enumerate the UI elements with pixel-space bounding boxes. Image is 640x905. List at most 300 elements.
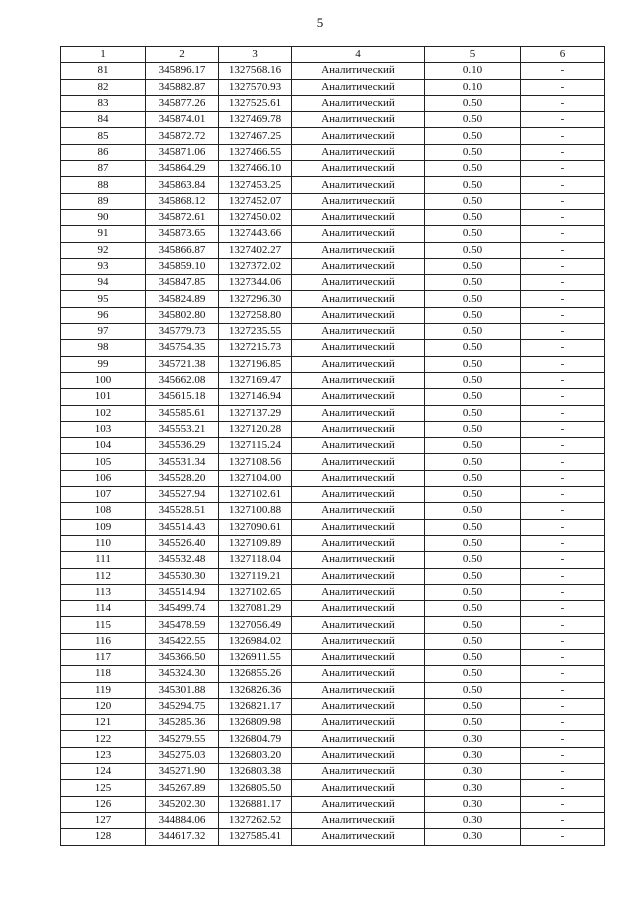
note-cell: - bbox=[521, 389, 605, 405]
y-coordinate-cell: 1327081.29 bbox=[219, 601, 292, 617]
x-coordinate-cell: 345324.30 bbox=[146, 666, 219, 682]
y-coordinate-cell: 1326803.38 bbox=[219, 764, 292, 780]
y-coordinate-cell: 1327258.80 bbox=[219, 307, 292, 323]
note-cell: - bbox=[521, 275, 605, 291]
point-number-cell: 87 bbox=[61, 161, 146, 177]
method-cell: Аналитический bbox=[292, 340, 425, 356]
x-coordinate-cell: 345285.36 bbox=[146, 715, 219, 731]
point-number-cell: 106 bbox=[61, 470, 146, 486]
point-number-cell: 84 bbox=[61, 112, 146, 128]
table-row bbox=[61, 95, 605, 111]
point-number-cell: 91 bbox=[61, 226, 146, 242]
y-coordinate-cell: 1327115.24 bbox=[219, 438, 292, 454]
note-cell: - bbox=[521, 584, 605, 600]
accuracy-cell: 0.50 bbox=[425, 503, 521, 519]
accuracy-cell: 0.50 bbox=[425, 601, 521, 617]
x-coordinate-cell: 345499.74 bbox=[146, 601, 219, 617]
page-number: 5 bbox=[316, 15, 324, 30]
point-number-cell: 99 bbox=[61, 356, 146, 372]
method-cell: Аналитический bbox=[292, 535, 425, 551]
x-coordinate-cell: 345527.94 bbox=[146, 487, 219, 503]
method-cell: Аналитический bbox=[292, 258, 425, 274]
accuracy-cell: 0.30 bbox=[425, 812, 521, 828]
point-number-cell: 117 bbox=[61, 649, 146, 665]
method-cell: Аналитический bbox=[292, 242, 425, 258]
method-cell: Аналитический bbox=[292, 731, 425, 747]
accuracy-cell: 0.50 bbox=[425, 584, 521, 600]
accuracy-cell: 0.50 bbox=[425, 340, 521, 356]
point-number-cell: 103 bbox=[61, 421, 146, 437]
accuracy-cell: 0.50 bbox=[425, 487, 521, 503]
y-coordinate-cell: 1326803.20 bbox=[219, 747, 292, 763]
accuracy-cell: 0.50 bbox=[425, 95, 521, 111]
point-number-cell: 121 bbox=[61, 715, 146, 731]
table-row bbox=[61, 487, 605, 503]
header-row bbox=[61, 47, 605, 63]
y-coordinate-cell: 1327196.85 bbox=[219, 356, 292, 372]
y-coordinate-cell: 1327568.16 bbox=[219, 63, 292, 79]
table-row bbox=[61, 177, 605, 193]
point-number-cell: 109 bbox=[61, 519, 146, 535]
note-cell: - bbox=[521, 63, 605, 79]
accuracy-cell: 0.50 bbox=[425, 128, 521, 144]
accuracy-cell: 0.50 bbox=[425, 438, 521, 454]
table-row bbox=[61, 209, 605, 225]
method-cell: Аналитический bbox=[292, 421, 425, 437]
method-cell: Аналитический bbox=[292, 633, 425, 649]
method-cell: Аналитический bbox=[292, 780, 425, 796]
note-cell: - bbox=[521, 291, 605, 307]
y-coordinate-cell: 1327169.47 bbox=[219, 372, 292, 388]
note-cell: - bbox=[521, 128, 605, 144]
table-row bbox=[61, 617, 605, 633]
y-coordinate-cell: 1327262.52 bbox=[219, 812, 292, 828]
point-number-cell: 127 bbox=[61, 812, 146, 828]
table-header bbox=[61, 47, 605, 63]
y-coordinate-cell: 1327453.25 bbox=[219, 177, 292, 193]
y-coordinate-cell: 1326805.50 bbox=[219, 780, 292, 796]
x-coordinate-cell: 345275.03 bbox=[146, 747, 219, 763]
note-cell: - bbox=[521, 454, 605, 470]
method-cell: Аналитический bbox=[292, 812, 425, 828]
y-coordinate-cell: 1327450.02 bbox=[219, 209, 292, 225]
accuracy-cell: 0.50 bbox=[425, 698, 521, 714]
note-cell: - bbox=[521, 552, 605, 568]
point-number-cell: 128 bbox=[61, 829, 146, 845]
point-number-cell: 126 bbox=[61, 796, 146, 812]
table-row bbox=[61, 324, 605, 340]
column-header: 2 bbox=[146, 47, 219, 63]
y-coordinate-cell: 1327466.55 bbox=[219, 144, 292, 160]
accuracy-cell: 0.50 bbox=[425, 715, 521, 731]
accuracy-cell: 0.50 bbox=[425, 519, 521, 535]
column-header: 5 bbox=[425, 47, 521, 63]
table-row bbox=[61, 470, 605, 486]
x-coordinate-cell: 345531.34 bbox=[146, 454, 219, 470]
accuracy-cell: 0.50 bbox=[425, 161, 521, 177]
note-cell: - bbox=[521, 112, 605, 128]
point-number-cell: 104 bbox=[61, 438, 146, 454]
point-number-cell: 119 bbox=[61, 682, 146, 698]
method-cell: Аналитический bbox=[292, 666, 425, 682]
method-cell: Аналитический bbox=[292, 161, 425, 177]
method-cell: Аналитический bbox=[292, 519, 425, 535]
accuracy-cell: 0.30 bbox=[425, 796, 521, 812]
note-cell: - bbox=[521, 503, 605, 519]
x-coordinate-cell: 345847.85 bbox=[146, 275, 219, 291]
point-number-cell: 114 bbox=[61, 601, 146, 617]
x-coordinate-cell: 345721.38 bbox=[146, 356, 219, 372]
accuracy-cell: 0.50 bbox=[425, 421, 521, 437]
x-coordinate-cell: 345532.48 bbox=[146, 552, 219, 568]
note-cell: - bbox=[521, 747, 605, 763]
x-coordinate-cell: 344617.32 bbox=[146, 829, 219, 845]
x-coordinate-cell: 345530.30 bbox=[146, 568, 219, 584]
table-row bbox=[61, 633, 605, 649]
note-cell: - bbox=[521, 617, 605, 633]
x-coordinate-cell: 345868.12 bbox=[146, 193, 219, 209]
y-coordinate-cell: 1326881.17 bbox=[219, 796, 292, 812]
y-coordinate-cell: 1327108.56 bbox=[219, 454, 292, 470]
method-cell: Аналитический bbox=[292, 209, 425, 225]
point-number-cell: 107 bbox=[61, 487, 146, 503]
y-coordinate-cell: 1327104.00 bbox=[219, 470, 292, 486]
y-coordinate-cell: 1327469.78 bbox=[219, 112, 292, 128]
accuracy-cell: 0.50 bbox=[425, 258, 521, 274]
table-row bbox=[61, 63, 605, 79]
column-header: 6 bbox=[521, 47, 605, 63]
accuracy-cell: 0.50 bbox=[425, 568, 521, 584]
table-row bbox=[61, 519, 605, 535]
table-row bbox=[61, 764, 605, 780]
table-row bbox=[61, 372, 605, 388]
table-row bbox=[61, 829, 605, 845]
method-cell: Аналитический bbox=[292, 128, 425, 144]
table-row bbox=[61, 144, 605, 160]
note-cell: - bbox=[521, 682, 605, 698]
note-cell: - bbox=[521, 372, 605, 388]
method-cell: Аналитический bbox=[292, 389, 425, 405]
point-number-cell: 118 bbox=[61, 666, 146, 682]
accuracy-cell: 0.30 bbox=[425, 764, 521, 780]
note-cell: - bbox=[521, 535, 605, 551]
table-row bbox=[61, 307, 605, 323]
table-row bbox=[61, 356, 605, 372]
note-cell: - bbox=[521, 144, 605, 160]
method-cell: Аналитический bbox=[292, 715, 425, 731]
x-coordinate-cell: 345874.01 bbox=[146, 112, 219, 128]
table-row bbox=[61, 258, 605, 274]
note-cell: - bbox=[521, 79, 605, 95]
table-row bbox=[61, 128, 605, 144]
method-cell: Аналитический bbox=[292, 682, 425, 698]
accuracy-cell: 0.50 bbox=[425, 291, 521, 307]
method-cell: Аналитический bbox=[292, 698, 425, 714]
note-cell: - bbox=[521, 633, 605, 649]
accuracy-cell: 0.50 bbox=[425, 324, 521, 340]
x-coordinate-cell: 345267.89 bbox=[146, 780, 219, 796]
note-cell: - bbox=[521, 177, 605, 193]
table-row bbox=[61, 112, 605, 128]
point-number-cell: 100 bbox=[61, 372, 146, 388]
note-cell: - bbox=[521, 209, 605, 225]
x-coordinate-cell: 345294.75 bbox=[146, 698, 219, 714]
x-coordinate-cell: 345779.73 bbox=[146, 324, 219, 340]
note-cell: - bbox=[521, 487, 605, 503]
y-coordinate-cell: 1327102.61 bbox=[219, 487, 292, 503]
accuracy-cell: 0.50 bbox=[425, 649, 521, 665]
coordinates-table-container bbox=[60, 46, 604, 846]
table-row bbox=[61, 275, 605, 291]
method-cell: Аналитический bbox=[292, 291, 425, 307]
y-coordinate-cell: 1327119.21 bbox=[219, 568, 292, 584]
y-coordinate-cell: 1327235.55 bbox=[219, 324, 292, 340]
y-coordinate-cell: 1326809.98 bbox=[219, 715, 292, 731]
table-row bbox=[61, 731, 605, 747]
point-number-cell: 115 bbox=[61, 617, 146, 633]
table-row bbox=[61, 649, 605, 665]
x-coordinate-cell: 345514.43 bbox=[146, 519, 219, 535]
point-number-cell: 88 bbox=[61, 177, 146, 193]
y-coordinate-cell: 1327118.04 bbox=[219, 552, 292, 568]
accuracy-cell: 0.50 bbox=[425, 552, 521, 568]
point-number-cell: 95 bbox=[61, 291, 146, 307]
point-number-cell: 105 bbox=[61, 454, 146, 470]
x-coordinate-cell: 345873.65 bbox=[146, 226, 219, 242]
y-coordinate-cell: 1327570.93 bbox=[219, 79, 292, 95]
method-cell: Аналитический bbox=[292, 405, 425, 421]
point-number-cell: 89 bbox=[61, 193, 146, 209]
note-cell: - bbox=[521, 324, 605, 340]
x-coordinate-cell: 345478.59 bbox=[146, 617, 219, 633]
table-row bbox=[61, 780, 605, 796]
table-row bbox=[61, 405, 605, 421]
y-coordinate-cell: 1327100.88 bbox=[219, 503, 292, 519]
accuracy-cell: 0.50 bbox=[425, 112, 521, 128]
note-cell: - bbox=[521, 780, 605, 796]
accuracy-cell: 0.50 bbox=[425, 535, 521, 551]
accuracy-cell: 0.50 bbox=[425, 682, 521, 698]
table-body bbox=[61, 63, 605, 845]
note-cell: - bbox=[521, 161, 605, 177]
method-cell: Аналитический bbox=[292, 568, 425, 584]
y-coordinate-cell: 1327585.41 bbox=[219, 829, 292, 845]
method-cell: Аналитический bbox=[292, 324, 425, 340]
accuracy-cell: 0.30 bbox=[425, 829, 521, 845]
point-number-cell: 113 bbox=[61, 584, 146, 600]
x-coordinate-cell: 345528.20 bbox=[146, 470, 219, 486]
accuracy-cell: 0.10 bbox=[425, 63, 521, 79]
accuracy-cell: 0.50 bbox=[425, 226, 521, 242]
note-cell: - bbox=[521, 438, 605, 454]
x-coordinate-cell: 345553.21 bbox=[146, 421, 219, 437]
x-coordinate-cell: 345877.26 bbox=[146, 95, 219, 111]
accuracy-cell: 0.50 bbox=[425, 389, 521, 405]
note-cell: - bbox=[521, 829, 605, 845]
note-cell: - bbox=[521, 258, 605, 274]
point-number-cell: 82 bbox=[61, 79, 146, 95]
accuracy-cell: 0.50 bbox=[425, 209, 521, 225]
note-cell: - bbox=[521, 307, 605, 323]
point-number-cell: 94 bbox=[61, 275, 146, 291]
table-row bbox=[61, 682, 605, 698]
column-header: 3 bbox=[219, 47, 292, 63]
point-number-cell: 83 bbox=[61, 95, 146, 111]
method-cell: Аналитический bbox=[292, 372, 425, 388]
point-number-cell: 96 bbox=[61, 307, 146, 323]
method-cell: Аналитический bbox=[292, 487, 425, 503]
method-cell: Аналитический bbox=[292, 193, 425, 209]
method-cell: Аналитический bbox=[292, 226, 425, 242]
y-coordinate-cell: 1326911.55 bbox=[219, 649, 292, 665]
table-row bbox=[61, 812, 605, 828]
accuracy-cell: 0.50 bbox=[425, 177, 521, 193]
accuracy-cell: 0.30 bbox=[425, 731, 521, 747]
method-cell: Аналитический bbox=[292, 747, 425, 763]
x-coordinate-cell: 345872.61 bbox=[146, 209, 219, 225]
x-coordinate-cell: 345514.94 bbox=[146, 584, 219, 600]
method-cell: Аналитический bbox=[292, 829, 425, 845]
table-row bbox=[61, 601, 605, 617]
note-cell: - bbox=[521, 340, 605, 356]
method-cell: Аналитический bbox=[292, 454, 425, 470]
method-cell: Аналитический bbox=[292, 79, 425, 95]
y-coordinate-cell: 1327056.49 bbox=[219, 617, 292, 633]
y-coordinate-cell: 1327402.27 bbox=[219, 242, 292, 258]
point-number-cell: 120 bbox=[61, 698, 146, 714]
table-row bbox=[61, 698, 605, 714]
accuracy-cell: 0.50 bbox=[425, 405, 521, 421]
method-cell: Аналитический bbox=[292, 552, 425, 568]
note-cell: - bbox=[521, 715, 605, 731]
y-coordinate-cell: 1327120.28 bbox=[219, 421, 292, 437]
point-number-cell: 112 bbox=[61, 568, 146, 584]
x-coordinate-cell: 345301.88 bbox=[146, 682, 219, 698]
y-coordinate-cell: 1327109.89 bbox=[219, 535, 292, 551]
accuracy-cell: 0.50 bbox=[425, 372, 521, 388]
y-coordinate-cell: 1327452.07 bbox=[219, 193, 292, 209]
x-coordinate-cell: 345526.40 bbox=[146, 535, 219, 551]
table-row bbox=[61, 193, 605, 209]
y-coordinate-cell: 1327467.25 bbox=[219, 128, 292, 144]
x-coordinate-cell: 345422.55 bbox=[146, 633, 219, 649]
y-coordinate-cell: 1327372.02 bbox=[219, 258, 292, 274]
table-row bbox=[61, 226, 605, 242]
note-cell: - bbox=[521, 731, 605, 747]
column-header: 1 bbox=[61, 47, 146, 63]
method-cell: Аналитический bbox=[292, 112, 425, 128]
x-coordinate-cell: 345366.50 bbox=[146, 649, 219, 665]
note-cell: - bbox=[521, 226, 605, 242]
note-cell: - bbox=[521, 519, 605, 535]
y-coordinate-cell: 1327344.06 bbox=[219, 275, 292, 291]
table-row bbox=[61, 454, 605, 470]
note-cell: - bbox=[521, 405, 605, 421]
note-cell: - bbox=[521, 470, 605, 486]
accuracy-cell: 0.50 bbox=[425, 470, 521, 486]
table-row bbox=[61, 584, 605, 600]
accuracy-cell: 0.50 bbox=[425, 144, 521, 160]
method-cell: Аналитический bbox=[292, 764, 425, 780]
note-cell: - bbox=[521, 242, 605, 258]
table-row bbox=[61, 535, 605, 551]
y-coordinate-cell: 1327466.10 bbox=[219, 161, 292, 177]
x-coordinate-cell: 345872.72 bbox=[146, 128, 219, 144]
accuracy-cell: 0.50 bbox=[425, 633, 521, 649]
method-cell: Аналитический bbox=[292, 649, 425, 665]
note-cell: - bbox=[521, 95, 605, 111]
note-cell: - bbox=[521, 568, 605, 584]
x-coordinate-cell: 345866.87 bbox=[146, 242, 219, 258]
x-coordinate-cell: 345271.90 bbox=[146, 764, 219, 780]
x-coordinate-cell: 345662.08 bbox=[146, 372, 219, 388]
x-coordinate-cell: 344884.06 bbox=[146, 812, 219, 828]
point-number-cell: 90 bbox=[61, 209, 146, 225]
x-coordinate-cell: 345585.61 bbox=[146, 405, 219, 421]
x-coordinate-cell: 345202.30 bbox=[146, 796, 219, 812]
table-row bbox=[61, 715, 605, 731]
x-coordinate-cell: 345802.80 bbox=[146, 307, 219, 323]
point-number-cell: 81 bbox=[61, 63, 146, 79]
method-cell: Аналитический bbox=[292, 177, 425, 193]
y-coordinate-cell: 1327443.66 bbox=[219, 226, 292, 242]
method-cell: Аналитический bbox=[292, 796, 425, 812]
table-row bbox=[61, 161, 605, 177]
point-number-cell: 93 bbox=[61, 258, 146, 274]
x-coordinate-cell: 345279.55 bbox=[146, 731, 219, 747]
table-row bbox=[61, 242, 605, 258]
y-coordinate-cell: 1327296.30 bbox=[219, 291, 292, 307]
note-cell: - bbox=[521, 421, 605, 437]
x-coordinate-cell: 345615.18 bbox=[146, 389, 219, 405]
point-number-cell: 101 bbox=[61, 389, 146, 405]
x-coordinate-cell: 345754.35 bbox=[146, 340, 219, 356]
method-cell: Аналитический bbox=[292, 144, 425, 160]
method-cell: Аналитический bbox=[292, 503, 425, 519]
table-row bbox=[61, 438, 605, 454]
method-cell: Аналитический bbox=[292, 584, 425, 600]
y-coordinate-cell: 1327137.29 bbox=[219, 405, 292, 421]
note-cell: - bbox=[521, 812, 605, 828]
x-coordinate-cell: 345863.84 bbox=[146, 177, 219, 193]
y-coordinate-cell: 1326826.36 bbox=[219, 682, 292, 698]
point-number-cell: 108 bbox=[61, 503, 146, 519]
table-row bbox=[61, 421, 605, 437]
point-number-cell: 125 bbox=[61, 780, 146, 796]
table-row bbox=[61, 503, 605, 519]
column-header: 4 bbox=[292, 47, 425, 63]
y-coordinate-cell: 1326984.02 bbox=[219, 633, 292, 649]
method-cell: Аналитический bbox=[292, 617, 425, 633]
table-row bbox=[61, 389, 605, 405]
table-row bbox=[61, 340, 605, 356]
accuracy-cell: 0.50 bbox=[425, 356, 521, 372]
table-row bbox=[61, 747, 605, 763]
note-cell: - bbox=[521, 796, 605, 812]
method-cell: Аналитический bbox=[292, 601, 425, 617]
y-coordinate-cell: 1326804.79 bbox=[219, 731, 292, 747]
y-coordinate-cell: 1327090.61 bbox=[219, 519, 292, 535]
method-cell: Аналитический bbox=[292, 307, 425, 323]
x-coordinate-cell: 345896.17 bbox=[146, 63, 219, 79]
x-coordinate-cell: 345528.51 bbox=[146, 503, 219, 519]
y-coordinate-cell: 1327102.65 bbox=[219, 584, 292, 600]
accuracy-cell: 0.30 bbox=[425, 747, 521, 763]
point-number-cell: 85 bbox=[61, 128, 146, 144]
note-cell: - bbox=[521, 601, 605, 617]
point-number-cell: 124 bbox=[61, 764, 146, 780]
accuracy-cell: 0.50 bbox=[425, 242, 521, 258]
